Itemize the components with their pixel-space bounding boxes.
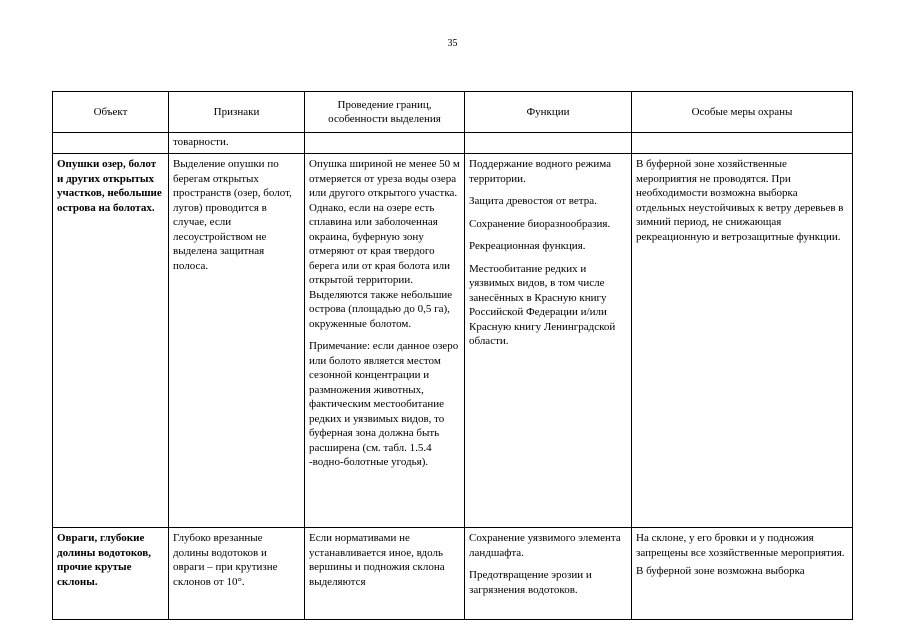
header-borders: Проведение границ, особенности выделения bbox=[305, 92, 465, 133]
function-item: Защита древостоя от ветра. bbox=[469, 195, 597, 207]
measure-item: На склоне, у его бровки и у подножия запрещены все хозяйственные мероприятия. bbox=[636, 532, 845, 559]
cell-borders bbox=[305, 133, 465, 154]
table-row-continuation bbox=[53, 133, 853, 154]
table-header-row bbox=[53, 92, 853, 133]
function-item: Рекреационная функция. bbox=[469, 240, 586, 252]
table-row bbox=[53, 154, 853, 528]
cell-borders bbox=[305, 154, 465, 528]
header-object: Объект bbox=[53, 92, 169, 133]
cell-functions bbox=[465, 133, 632, 154]
measure-item: В буферной зоне хозяйственные мероприятия не проводятся. При необходимости возможна выборка отдельных неустойчивых к ветру деревьев в зимний период, не снижающая рекреационную и ветрозащитные функции. bbox=[636, 158, 844, 243]
function-item: Сохранение биоразнообразия. bbox=[469, 217, 611, 230]
cell-signs: товарности. bbox=[169, 133, 305, 154]
header-signs: Признаки bbox=[169, 92, 305, 133]
cell-measures bbox=[632, 528, 853, 620]
cell-paragraph: Если нормативами не устанавливается иное, вдоль вершины и подножия склона выделяются bbox=[309, 532, 445, 588]
cell-signs: Глубоко врезанные долины водотоков и овраги – при крутизне склонов от 10°. bbox=[169, 528, 305, 620]
header-functions: Функции bbox=[465, 92, 632, 133]
page-number: 35 bbox=[447, 38, 458, 49]
measure-item: В буферной зоне возможна выборка bbox=[636, 565, 805, 577]
header-measures: Особые меры охраны bbox=[632, 92, 853, 133]
protection-measures-table bbox=[52, 91, 853, 620]
cell-measures bbox=[632, 154, 853, 528]
cell-functions bbox=[465, 154, 632, 528]
cell-borders bbox=[305, 528, 465, 620]
cell-object bbox=[53, 133, 169, 154]
function-item: Поддержание водного режима территории. bbox=[469, 158, 612, 185]
cell-signs: Выделение опушки по берегам открытых пространств (озер, болот, лугов) проводится в случае, если лесоустройством не выделена защитная полоса. bbox=[169, 154, 305, 528]
cell-functions bbox=[465, 528, 632, 620]
cell-object: Опушки озер, болот и других открытых участков, небольшие острова на болотах. bbox=[53, 154, 169, 528]
table-row bbox=[53, 528, 853, 620]
cell-note: Примечание: если данное озеро или болото является местом сезонной концентрации и размножения животных, фактическим местообитание редких и уязвимых видов, то буферная зона должна быть расширена (см. табл. 1.5.4 -водно-болотные угодья). bbox=[309, 340, 459, 468]
function-item: Предотвращение эрозии и загрязнения водотоков. bbox=[469, 569, 592, 596]
function-item: Сохранение уязвимого элемента ландшафта. bbox=[469, 532, 621, 559]
cell-paragraph: Опушка шириной не менее 50 м отмеряется от уреза воды озера или другого открытого участка. Однако, если на озере есть сплавина или заболоченная окраина, буферную зону отмеряют от края твердого берега или от края болота или открытой территории. Выделяются также небольшие острова (площадью до 0,5 га), окруженные болотом. bbox=[309, 158, 460, 330]
cell-measures bbox=[632, 133, 853, 154]
cell-object: Овраги, глубокие долины водотоков, прочие крутые склоны. bbox=[53, 528, 169, 620]
function-item: Местообитание редких и уязвимых видов, в том числе занесённых в Красную книгу Российской Федерации и/или Красную книгу Ленинградской области. bbox=[469, 262, 616, 347]
